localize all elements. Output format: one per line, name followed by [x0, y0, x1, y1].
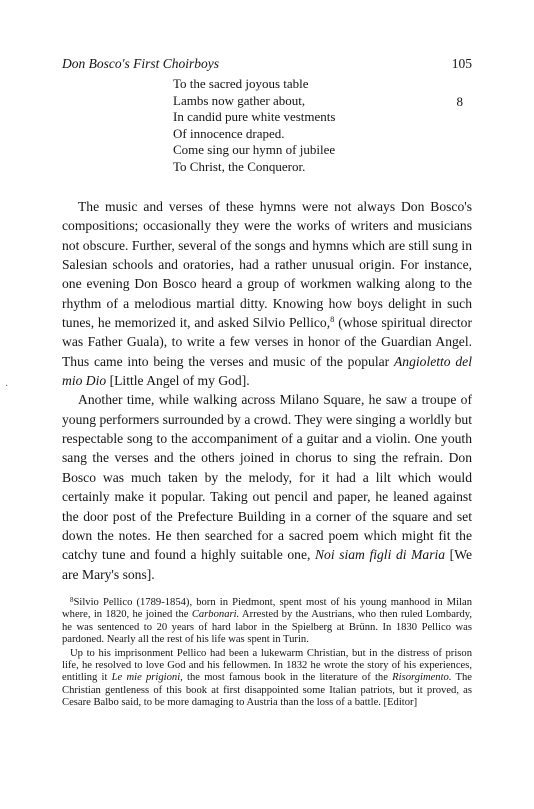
- footnote-pellico: [62, 597, 472, 647]
- poem-line: Lambs now gather about,: [173, 92, 306, 108]
- paragraph-milano-square: [62, 390, 472, 583]
- footnote-italic: Risorgimento.: [392, 672, 452, 684]
- poem-line: In candid pure white vestments: [173, 109, 336, 125]
- footnote-text: The Christian gentleness of this book at first disappointed some Italian patriots, but it proved, as Cesare Balbo said, to be more damaging to Austria than the loss of a battle. [Editor]: [62, 672, 473, 709]
- running-head: [62, 56, 472, 72]
- page-number: 105: [451, 56, 472, 71]
- paragraph-text: [We are Mary's sons].: [62, 547, 472, 582]
- footnote-text: the most famous book in the literature of the: [182, 672, 393, 684]
- paragraph-text: The music and verses of these hymns were not always Don Bosco's compositions; occasionally they were the works of writers and musicians not obscure. Further, several of the songs and hymns which are still sung in Salesian schools and oratories, had a rather unusual origin. For instance, one evening Don Bosco heard a group of workmen walking along to the rhythm of a melodious martial ditty. Knowing how boys delight in such tunes, he memorized it, and asked Silvio Pellico,: [62, 199, 472, 331]
- footnote-italic: Le mie prigioni,: [111, 672, 183, 684]
- song-title: Noi siam figli di Maria: [314, 547, 446, 563]
- paragraph-hymn-origins: [62, 197, 472, 390]
- running-head-title: Don Bosco's First Choirboys: [62, 56, 220, 71]
- poem-stanza: [173, 76, 473, 176]
- poem-line: Of innocence draped.: [173, 125, 285, 141]
- song-title: Angioletto del mio Dio: [62, 353, 472, 389]
- paragraph-text: Another time, while walking across Milano Square, he saw a troupe of young performers surrounded by a crowd. They were singing a worldly but respectable song to the accompaniment of a guitar and a violin. One youth sang the verses and the others joined in chorus to sing the refrain. Don Bosco was much taken by the melody, for it had a lilt which would certainly make it popular. Taking out pencil and paper, he leaned against the door post of the Prefecture Building in a corner of the square and set down the notes. He then searched for a sacred poem which might fit the catchy tune and found a highly suitable one,: [62, 392, 472, 563]
- footnote-marker: 8: [70, 596, 74, 604]
- paragraph-text: (whose spiritual director was Father Guala), to write a few verses in honor of the Guardian Angel. Thus came into being the verses and music of the popular: [62, 315, 472, 369]
- body-text: [62, 197, 472, 584]
- footnotes: [62, 597, 472, 710]
- margin-dot: ·: [5, 381, 9, 392]
- poem-line: To Christ, the Conqueror.: [173, 158, 306, 174]
- footnote-text: Arrested by the Austrians, who then ruled Lombardy, he was sentenced to 20 years of hard labor in the Spielberg at Brünn. In 1830 Pellico was pardoned. Nearly all the rest of his life was spent in Turin.: [62, 609, 473, 646]
- poem-line: Come sing our hymn of jubilee: [173, 142, 336, 158]
- footnote-text: Silvio Pellico (1789-1854), born in Piedmont, spent most of his young manhood in Milan where, in 1820, he joined the: [62, 597, 472, 621]
- poem-line: To the sacred joyous table: [173, 76, 309, 91]
- paragraph-text: [Little Angel of my God].: [106, 373, 250, 389]
- footnote-text: Up to his imprisonment Pellico had been a lukewarm Christian, but in the distress of prison life, he resolved to love God and his fellowmen. In 1832 he wrote the story of his experiences, entitling it: [62, 647, 472, 684]
- footnote-prigioni: [62, 648, 472, 710]
- footnote-italic: Carbonari.: [191, 609, 240, 621]
- poem-line-number: 8: [456, 94, 463, 109]
- footnote-reference: 8: [330, 314, 335, 325]
